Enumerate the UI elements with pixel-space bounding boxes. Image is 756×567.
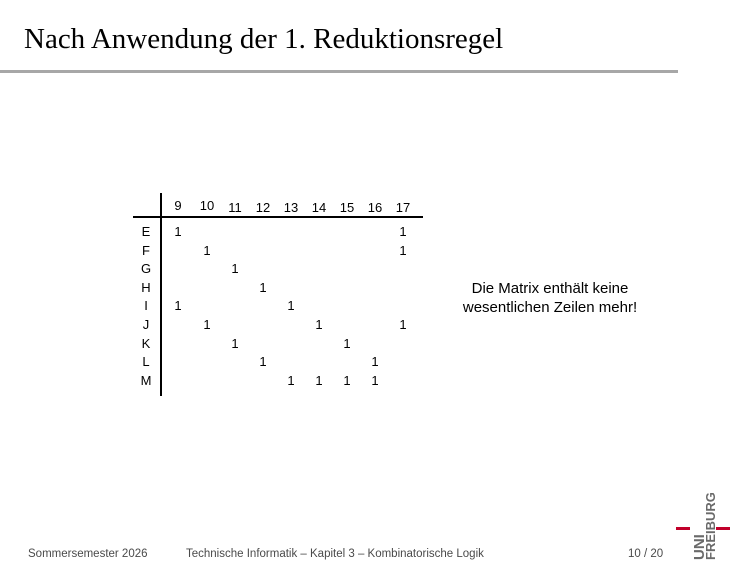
matrix-cell: 1: [315, 372, 323, 388]
row-label: E: [141, 224, 151, 239]
slide-title: Nach Anwendung der 1. Reduktionsregel: [24, 23, 504, 55]
footer-semester: Sommersemester 2026: [28, 548, 148, 560]
row-label: F: [142, 242, 150, 258]
row-label: G: [140, 261, 152, 277]
matrix-cell: 1: [174, 224, 182, 239]
matrix-cell: 1: [371, 354, 379, 370]
column-header: 17: [395, 200, 411, 215]
matrix-cell: 1: [231, 261, 239, 277]
note-line-2: wesentlichen Zeilen mehr!: [462, 299, 638, 316]
column-header: 15: [339, 200, 355, 215]
matrix-cell: 1: [343, 335, 351, 351]
matrix-cell: 1: [315, 317, 323, 332]
matrix-cell: 1: [203, 317, 211, 332]
row-label: M: [140, 372, 152, 388]
matrix-cell: 1: [203, 242, 211, 258]
logo-bar-left: [676, 527, 690, 530]
row-label: K: [141, 335, 151, 351]
matrix-cell: 1: [287, 298, 295, 314]
matrix-cell: 1: [371, 372, 379, 388]
column-header: 11: [228, 200, 242, 215]
column-header: 10: [199, 198, 215, 213]
row-label: I: [144, 298, 148, 314]
note-line-1: Die Matrix enthält keine: [471, 280, 629, 297]
row-label: H: [141, 279, 151, 295]
footer-page-number: 10 / 20: [628, 548, 664, 560]
matrix-cell: 1: [259, 279, 267, 295]
matrix-cell: 1: [174, 298, 182, 314]
uni-freiburg-logo: [676, 480, 756, 567]
logo-text-freiburg: FREIBURG: [703, 492, 718, 560]
matrix-cell: 1: [231, 335, 239, 351]
logo-text-uni: UNI: [691, 534, 708, 560]
matrix-cell: 1: [287, 372, 295, 388]
column-header: 9: [174, 198, 182, 213]
matrix-note: [440, 279, 660, 317]
matrix-horizontal-rule: [133, 216, 423, 218]
logo-bar-right: [716, 527, 730, 530]
column-header: 12: [255, 200, 271, 215]
matrix-cell: 1: [399, 224, 407, 239]
column-header: 16: [367, 200, 383, 215]
row-label: L: [142, 354, 150, 370]
matrix-vertical-rule: [160, 193, 162, 396]
column-header: 13: [283, 200, 299, 215]
column-header: 14: [311, 200, 327, 215]
matrix-cell: 1: [259, 354, 267, 370]
matrix-cell: 1: [399, 317, 407, 332]
row-label: J: [142, 317, 150, 332]
footer-course: Technische Informatik – Kapitel 3 – Kombinatorische Logik: [186, 548, 484, 560]
matrix-cell: 1: [343, 372, 351, 388]
matrix-cell: 1: [399, 242, 407, 258]
